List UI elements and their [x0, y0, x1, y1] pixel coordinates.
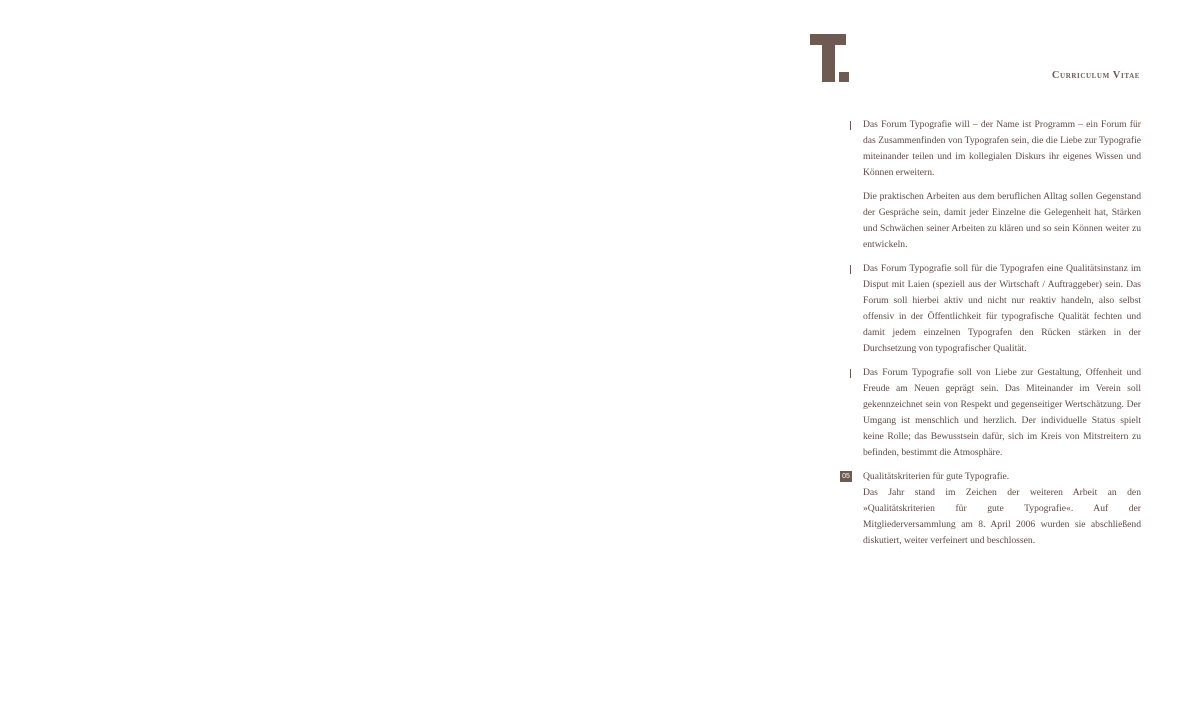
paragraph-3-text: Das Forum Typografie soll für die Typografen eine Qualitätsinstanz im Disput mit Laien (speziell aus der Wirtschaft / Auftraggeber) sein. Das Forum soll hierbei aktiv und nicht nur reaktiv handeln, also selbst offensiv in der Öffentlichkeit für typografische Qualität fechten und damit jedem einzelnen Typografen den Rücken stärken in der Durchsetzung von typografischer Qualität. — [863, 263, 1141, 354]
logo-mark — [810, 34, 854, 82]
body-text — [838, 117, 1141, 557]
paragraph-3 — [838, 261, 1141, 357]
section-heading: Qualitätskriterien für gute Typografie. — [863, 471, 1010, 482]
bullet-bar-icon — [850, 265, 851, 274]
section-text: Das Jahr stand im Zeichen der weiteren Arbeit an den »Qualitätskriterien für gute Typografie«. Auf der Mitgliederversammlung am 8. April 2006 wurden sie abschließend diskutiert, weiter verfeinert und beschlossen. — [863, 487, 1141, 546]
paragraph-2 — [838, 189, 1141, 253]
paragraph-1-text: Das Forum Typografie will – der Name ist Programm – ein Forum für das Zusammenfinden von Typografen sein, die die Liebe zur Typografie miteinander teilen und im kollegialen Diskurs ihr eigenes Wissen und Können erweitern. — [863, 119, 1141, 178]
section-05 — [838, 469, 1141, 549]
paragraph-4 — [838, 365, 1141, 461]
paragraph-1 — [838, 117, 1141, 181]
paragraph-4-text: Das Forum Typografie soll von Liebe zur Gestaltung, Offenheit und Freude am Neuen geprägt sein. Das Miteinander im Verein soll gekennzeichnet sein von Respekt und gegenseitiger Wertschätzung. Der Umgang ist menschlich und herzlich. Der individuelle Status spielt keine Rolle; das Bewusstsein dafür, sich im Kreis von Mitstreitern zu befinden, bestimmt die Atmosphäre. — [863, 367, 1141, 458]
bullet-bar-icon — [850, 369, 851, 378]
logo-t-stem — [822, 34, 835, 82]
paragraph-2-text: Die praktischen Arbeiten aus dem beruflichen Alltag sollen Gegenstand der Gespräche sein, damit jeder Einzelne die Gelegenheit hat, Stärken und Schwächen seiner Arbeiten zu klären und so sein Können weiter zu entwickeln. — [863, 191, 1141, 250]
page-title: Curriculum Vitae — [1051, 70, 1140, 81]
logo-dot — [839, 72, 849, 82]
section-number-badge: 05 — [840, 471, 852, 482]
bullet-bar-icon — [850, 121, 851, 130]
